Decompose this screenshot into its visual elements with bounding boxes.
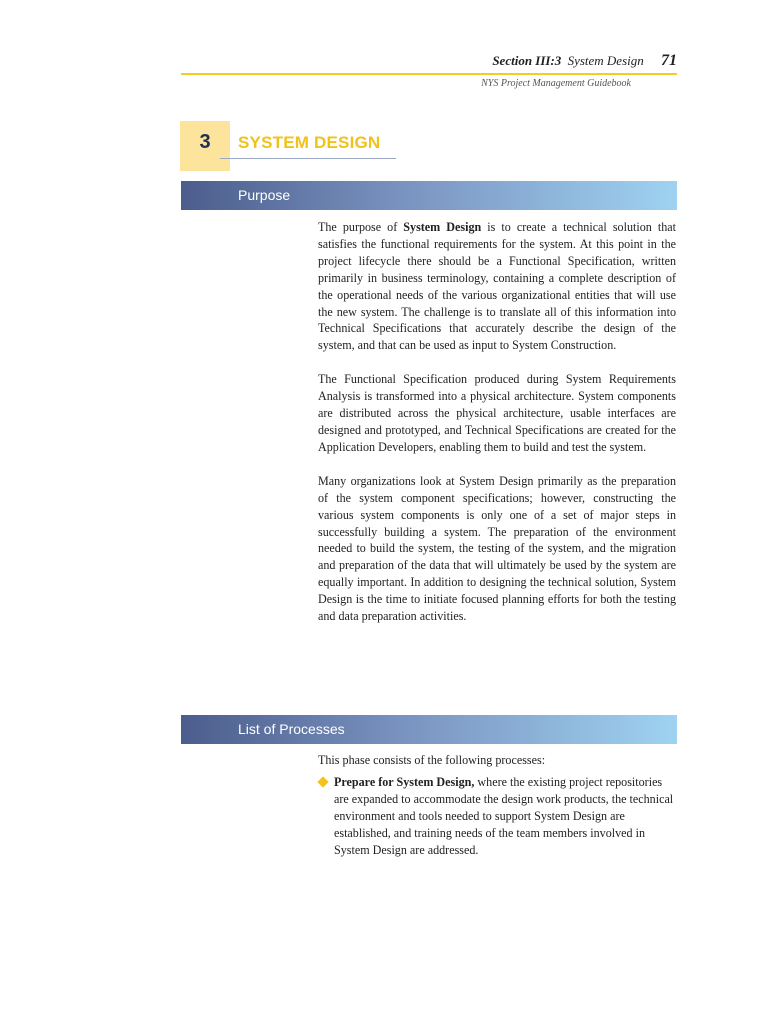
header-rule <box>181 73 677 75</box>
chapter-title-rule <box>220 158 396 159</box>
processes-heading-band <box>181 715 677 744</box>
processes-intro: This phase consists of the following processes: <box>318 753 546 767</box>
page-number: 71 <box>661 52 677 69</box>
process-list-item <box>318 774 676 859</box>
purpose-paragraph-1 <box>318 219 676 354</box>
p1-rest: is to create a technical solution that satisfies the functional requirements for the system. At this point in the project lifecycle there should be a Functional Specification, written primarily in business terminology, containing a complete description of the operational needs of the various organizational entities that will use the new system. The challenge is to translate all of this information into Technical Specifications that accurately describe the design of the system, and that can be used as input to System Construction. <box>318 220 676 353</box>
process-item-name: Prepare for System Design, <box>334 775 475 789</box>
diamond-bullet-icon <box>317 776 328 787</box>
section-title: System Design <box>567 53 644 68</box>
process-item-description: where the existing project repositories are expanded to accommodate the design work products, the technical environment and tools needed to support System Design are established, and training needs of the team members involved in System Design are addressed. <box>334 775 674 857</box>
guidebook-title: NYS Project Management Guidebook <box>481 78 631 89</box>
section-label: Section III:3 <box>492 53 562 68</box>
purpose-paragraph-3: Many organizations look at System Design primarily as the preparation of the system component specifications; however, constructing the various system components is only one of a set of major steps in successfully building a system. The preparation of the environment needed to build the system, the testing of the system, and the migration and preparation of the data that will ultimately be used by the system are equally important. In addition to designing the technical solution, System Design is the time to initiate focused planning efforts for both the testing and data preparation activities. <box>318 473 676 624</box>
p1-bold-term: System Design <box>403 220 482 234</box>
chapter-title: SYSTEM DESIGN <box>238 133 381 152</box>
chapter-number: 3 <box>199 131 211 153</box>
purpose-body <box>318 219 676 625</box>
purpose-heading: Purpose <box>238 187 291 203</box>
running-header <box>181 52 677 70</box>
process-item-text <box>334 774 676 859</box>
p1-lead: The purpose of <box>318 220 404 234</box>
processes-heading: List of Processes <box>238 721 345 737</box>
purpose-paragraph-2: The Functional Specification produced during System Requirements Analysis is transformed into a physical architecture. System components are distributed across the physical architecture, usable interfaces are designed and prototyped, and Technical Specifications are created for the Application Developers, enabling them to build and test the system. <box>318 372 676 454</box>
purpose-heading-band <box>181 181 677 210</box>
